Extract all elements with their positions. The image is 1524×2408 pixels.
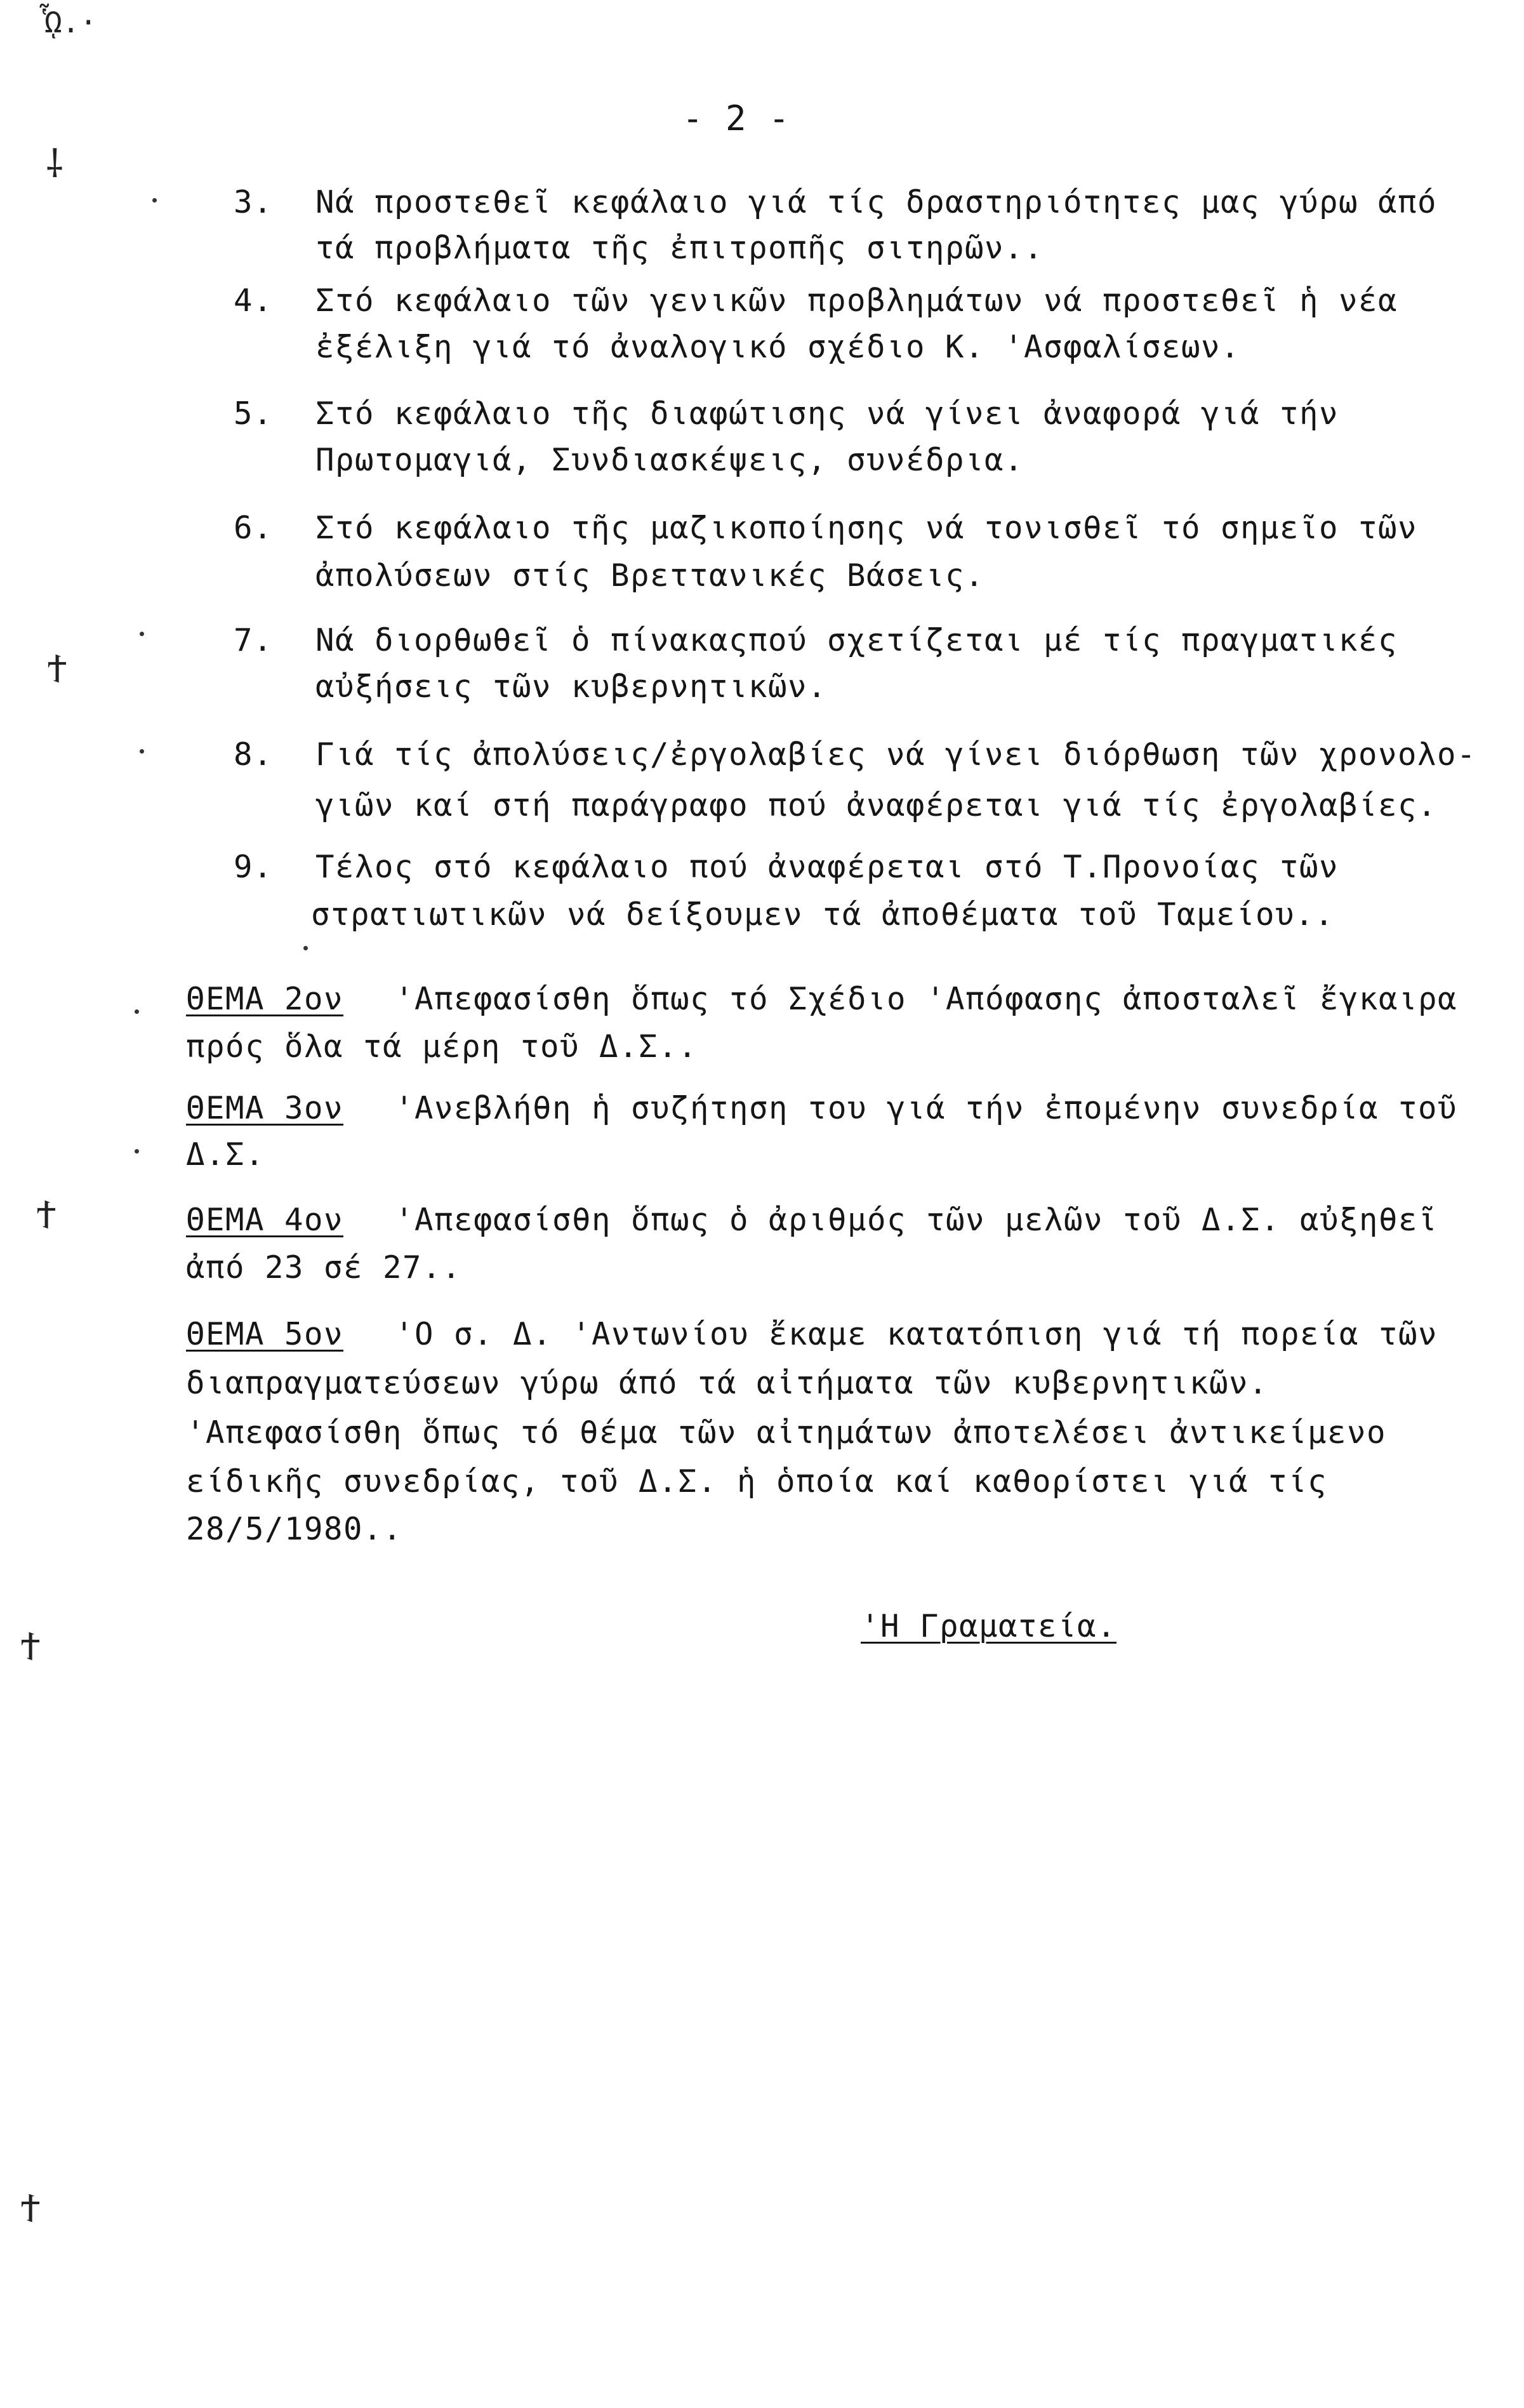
- topic-line: πρός ὅλα τά μέρη τοῦ Δ.Σ..: [186, 1028, 698, 1065]
- item-number: 4.: [234, 283, 274, 319]
- item-line: Νά προστεθεῖ κεφάλαιο γιά τίς δραστηριότητες μας γύρω άπό: [315, 184, 1438, 220]
- item-line: Νά διορθωθεῖ ὁ πίνακαςπού σχετίζεται μέ τίς πραγματικές: [315, 622, 1398, 658]
- topic-line: 'Ο σ. Δ. 'Αντωνίου ἔκαμε κατατόπιση γιά τή πορεία τῶν: [395, 1316, 1438, 1352]
- topic-line: είδικῆς συνεδρίας, τοῦ Δ.Σ. ἡ ὁποία καί καθορίστει γιά τίς: [186, 1463, 1328, 1500]
- margin-dot: [135, 1149, 139, 1154]
- page-number: - 2 -: [682, 98, 791, 138]
- topic-line: διαπραγματεύσεων γύρω άπό τά αἰτήματα τῶν κυβερνητικῶν.: [186, 1365, 1269, 1401]
- item-line: Πρωτομαγιά, Συνδιασκέψεις, συνέδρια.: [315, 442, 1024, 478]
- topic-line: 'Απεφασίσθη ὅπως τό θέμα τῶν αἰτημάτων ἀποτελέσει ἀντικείμενο: [186, 1414, 1387, 1451]
- topic-label: ΘΕΜΑ 5ον: [186, 1316, 344, 1352]
- topic-line: 28/5/1980..: [186, 1511, 403, 1547]
- margin-dot: [135, 1009, 139, 1014]
- item-line: Γιά τίς ἀπολύσεις/ἐργολαβίες νά γίνει διόρθωση τῶν χρονολο-: [315, 736, 1477, 773]
- item-number: 6.: [234, 510, 274, 546]
- item-number: 8.: [234, 736, 274, 773]
- margin-mark: ϯ: [35, 1194, 58, 1238]
- item-line: ἐξέλιξη γιά τό ἀναλογικό σχέδιο Κ. 'Ασφαλίσεων.: [315, 329, 1241, 365]
- item-line: στρατιωτικῶν νά δείξουμεν τά ἀποθέματα τοῦ Ταμείου..: [311, 896, 1335, 933]
- margin-mark: ⸸: [46, 142, 64, 187]
- item-line: γιῶν καί στή παράγραφο πού ἀναφέρεται γιά τίς ἐργολαβίες.: [315, 787, 1438, 823]
- item-line: Στό κεφάλαιο τῆς μαζικοποίησης νά τονισθεῖ τό σημεῖο τῶν: [315, 510, 1418, 546]
- item-number: 5.: [234, 396, 274, 432]
- margin-mark: ϯ: [19, 2187, 43, 2232]
- margin-dot: [303, 946, 308, 950]
- margin-dot: [152, 198, 157, 203]
- item-number: 3.: [234, 184, 274, 220]
- corner-scribble-mark: ᾯ.·: [44, 5, 98, 39]
- margin-dot: [140, 749, 144, 754]
- topic-line: ἀπό 23 σέ 27..: [186, 1249, 462, 1286]
- topic-line: 'Ανεβλήθη ἡ συζήτηση του γιά τήν ἐπομένην συνεδρία τοῦ: [395, 1090, 1458, 1126]
- item-line: αὐξήσεις τῶν κυβερνητικῶν.: [315, 669, 828, 705]
- topic-label: ΘΕΜΑ 2ον: [186, 981, 344, 1017]
- topic-line: 'Απεφασίσθη ὅπως ὁ ἀριθμός τῶν μελῶν τοῦ Δ.Σ. αὐξηθεῖ: [395, 1202, 1438, 1238]
- item-line: Στό κεφάλαιο τῆς διαφώτισης νά γίνει ἀναφορά γιά τήν: [315, 396, 1339, 432]
- item-line: Τέλος στό κεφάλαιο πού ἀναφέρεται στό Τ.Προνοίας τῶν: [315, 849, 1339, 885]
- item-number: 7.: [234, 622, 274, 658]
- topic-line: Δ.Σ.: [186, 1136, 265, 1173]
- topic-line: 'Απεφασίσθη ὅπως τό Σχέδιο 'Απόφασης ἀποσταλεῖ ἔγκαιρα: [395, 981, 1458, 1017]
- item-number: 9.: [234, 849, 274, 885]
- signature-line: 'Η Γραματεία.: [861, 1608, 1117, 1644]
- margin-dot: [140, 632, 144, 636]
- item-line: τά προβλήματα τῆς ἐπιτροπῆς σιτηρῶν..: [315, 230, 1044, 266]
- margin-mark: ϯ: [46, 648, 69, 692]
- topic-label: ΘΕΜΑ 3ον: [186, 1090, 344, 1126]
- item-line: ἀπολύσεων στίς Βρεττανικές Βάσεις.: [315, 557, 985, 594]
- margin-mark: ϯ: [19, 1625, 43, 1670]
- item-line: Στό κεφάλαιο τῶν γενικῶν προβλημάτων νά προστεθεῖ ἡ νέα: [315, 283, 1398, 319]
- topic-label: ΘΕΜΑ 4ον: [186, 1202, 344, 1238]
